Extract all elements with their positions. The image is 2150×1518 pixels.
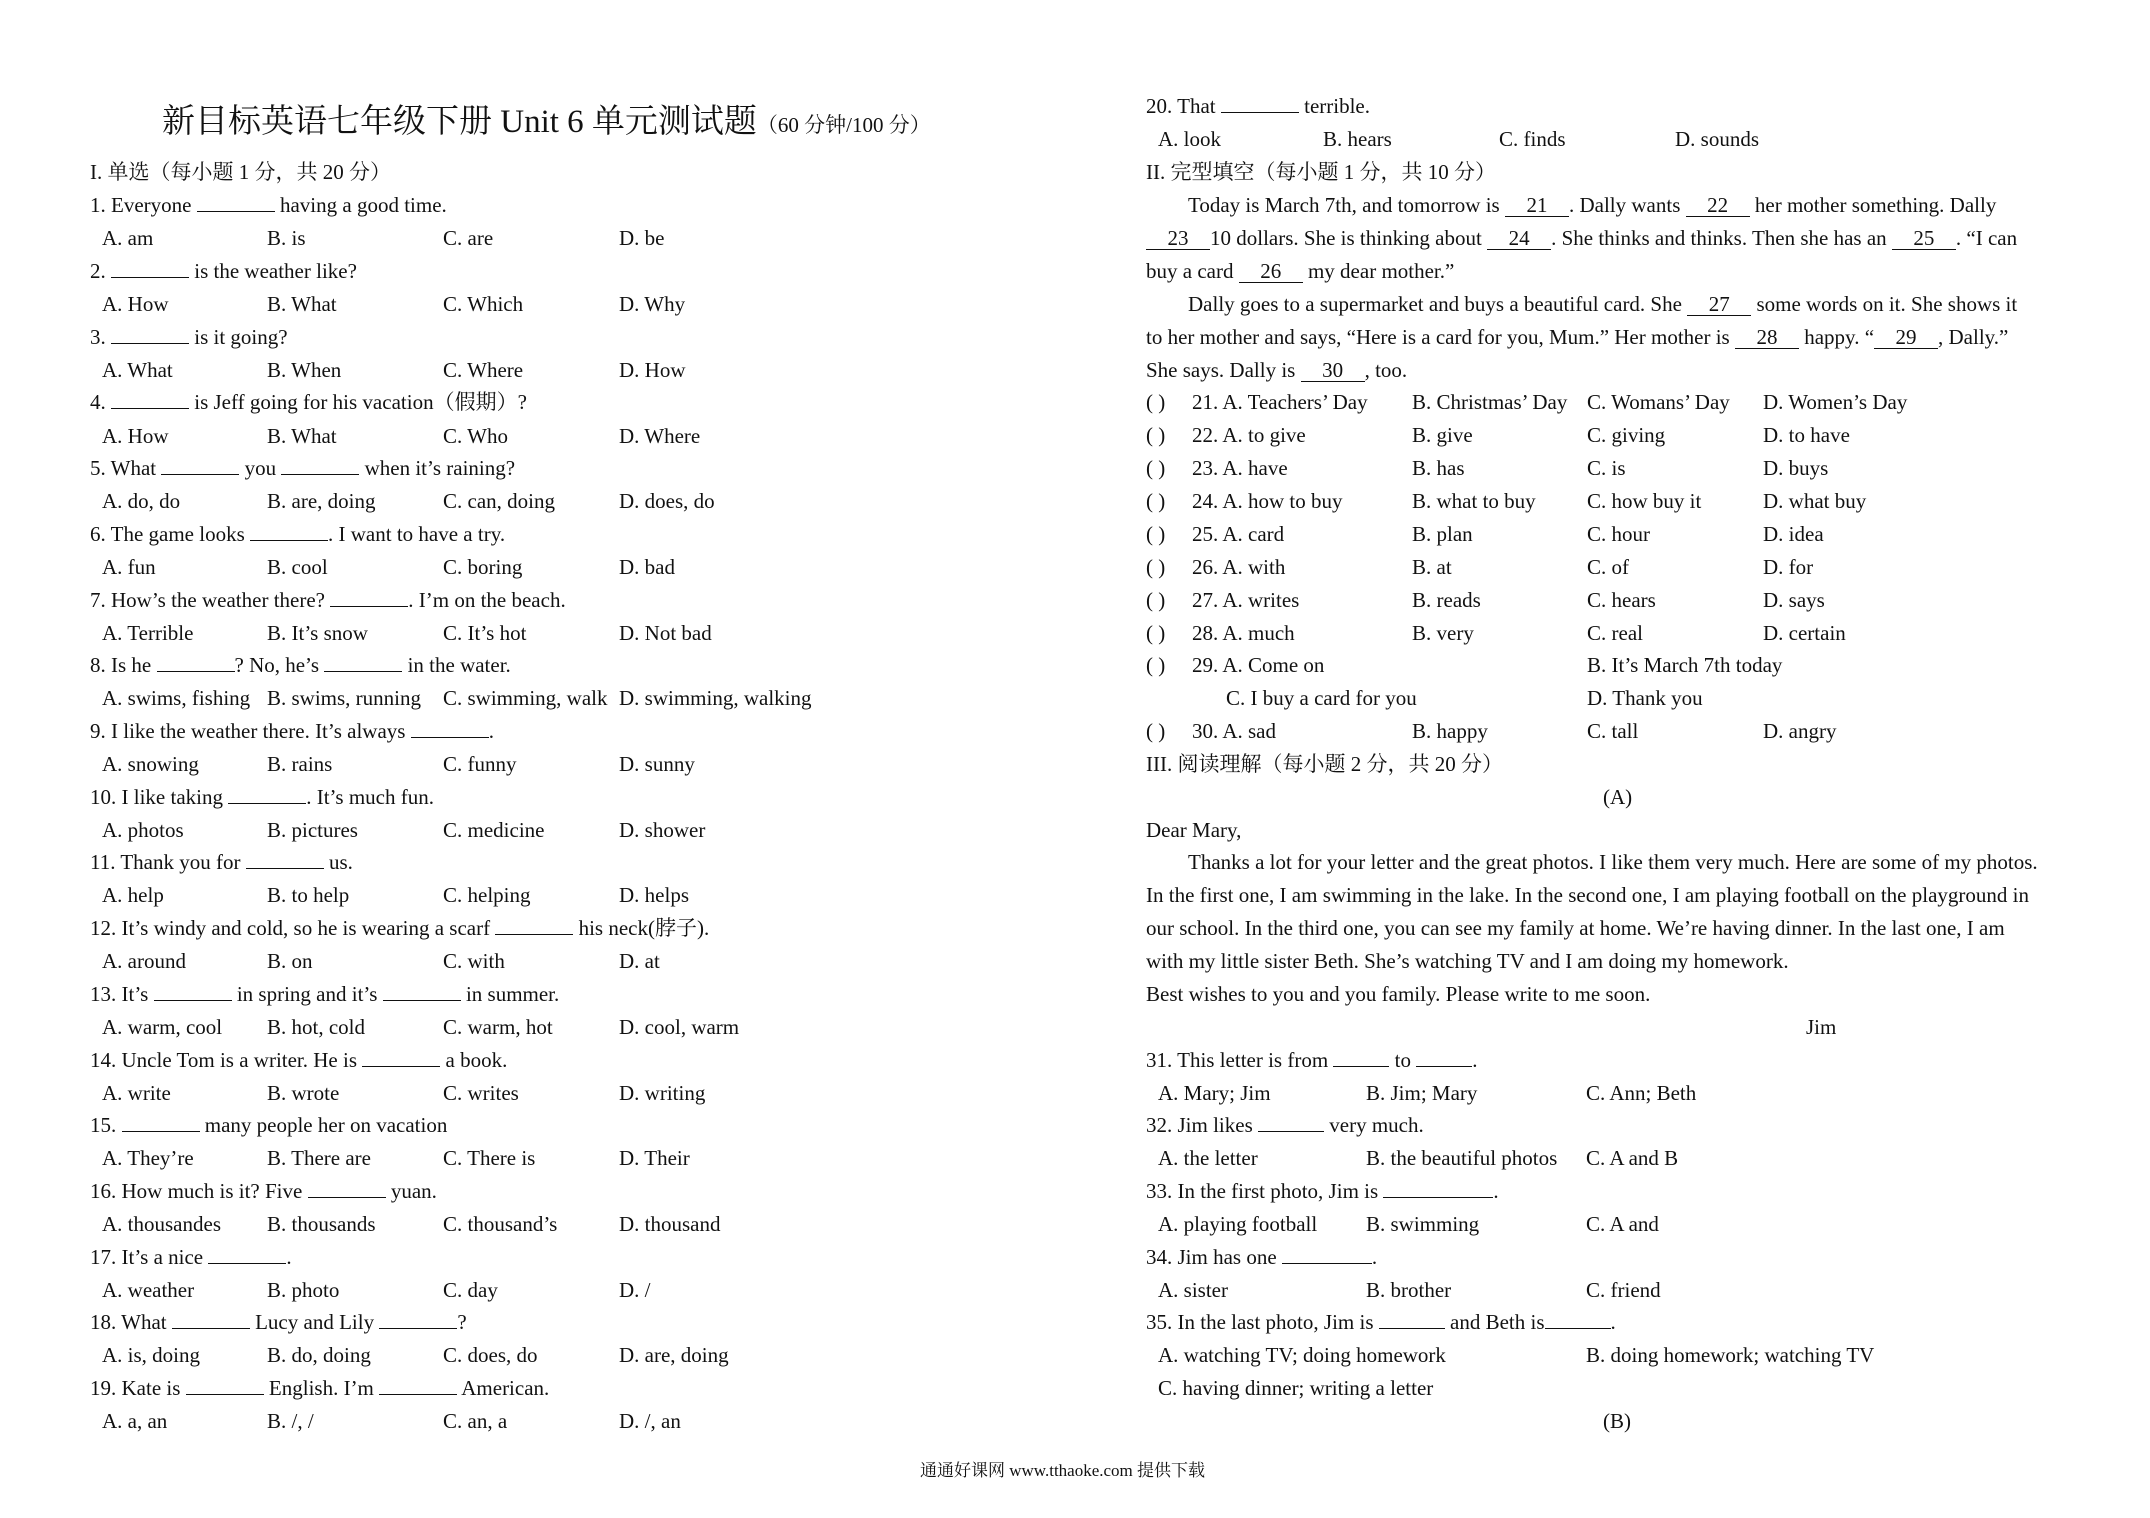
option-d: D. at — [619, 949, 660, 973]
option-a: A. warm, cool — [102, 1015, 223, 1039]
question-stem: 2. is the weather like? — [90, 259, 357, 283]
option-d: D. thousand — [619, 1212, 721, 1236]
option-b: B. are, doing — [267, 489, 376, 513]
option-a: A. weather — [102, 1278, 195, 1302]
option-a: A. am — [102, 226, 154, 250]
option-d: D. Not bad — [619, 621, 712, 645]
question-stem: 20. That terrible. — [1146, 94, 1370, 118]
option-b: B. plan — [1412, 522, 1473, 546]
option-c: C. friend — [1586, 1278, 1661, 1302]
option-b: B. hears — [1323, 127, 1392, 151]
option-d: D. for — [1763, 555, 1814, 579]
blank-23: 23 — [1146, 227, 1210, 250]
option-d: D. Women’s Day — [1763, 390, 1908, 414]
option-c: C. are — [443, 226, 494, 250]
letter-greeting: Dear Mary, — [1146, 818, 1242, 842]
option-c: B. It’s March 7th today — [1587, 653, 1783, 677]
passage-a-label: (A) — [1603, 785, 1633, 809]
page-title — [162, 102, 931, 145]
option-b: B. There are — [267, 1146, 371, 1170]
question-stem: 15. many people her on vacation — [90, 1113, 448, 1137]
option-d: D. sunny — [619, 752, 695, 776]
question-stem: 32. Jim likes very much. — [1146, 1113, 1424, 1137]
option-c: C. writes — [443, 1081, 519, 1105]
question-stem: 5. What you when it’s raining? — [90, 456, 516, 480]
question-stem: 7. How’s the weather there? . I’m on the beach. — [90, 588, 566, 612]
option-b: B. the beautiful photos — [1366, 1146, 1558, 1170]
answer-paren: ( ) — [1146, 522, 1166, 546]
option-a: A. How — [102, 424, 169, 448]
question-stem: 13. It’s in spring and it’s in summer. — [90, 982, 560, 1006]
question-stem: 17. It’s a nice . — [90, 1245, 292, 1269]
answer-paren: ( ) — [1146, 456, 1166, 480]
option-b: B. What — [267, 292, 337, 316]
option-b: B. Christmas’ Day — [1412, 390, 1568, 414]
question-stem: 18. What Lucy and Lily ? — [90, 1310, 467, 1334]
option-d: D. / — [619, 1278, 651, 1302]
question-stem: 6. The game looks . I want to have a try. — [90, 522, 506, 546]
answer-paren: ( ) — [1146, 423, 1166, 447]
question-stem: 35. In the last photo, Jim is and Beth is . — [1146, 1310, 1616, 1334]
option-a: 30. A. sad — [1192, 719, 1276, 743]
option-b: B. swimming — [1366, 1212, 1480, 1236]
option-b: B. /, / — [267, 1409, 314, 1433]
option-d: D. buys — [1763, 456, 1829, 480]
option-c: C. A and — [1586, 1212, 1659, 1236]
option-d: D. cool, warm — [619, 1015, 740, 1039]
option-a: A. write — [102, 1081, 171, 1105]
option-c: C. Which — [443, 292, 524, 316]
option-c: C. can, doing — [443, 489, 555, 513]
option-c: C. Who — [443, 424, 508, 448]
option-a: 27. A. writes — [1192, 588, 1300, 612]
answer-paren: ( ) — [1146, 621, 1166, 645]
letter-closing: Best wishes to you and you family. Please write to me soon. — [1146, 982, 1651, 1006]
option-a: A. the letter — [1158, 1146, 1258, 1170]
option-a: 26. A. with — [1192, 555, 1286, 579]
letter-line: with my little sister Beth. She’s watching TV and I am doing my homework. — [1146, 949, 1789, 973]
question-stem: 9. I like the weather there. It’s always . — [90, 719, 494, 743]
letter-line: our school. In the third one, you can see my family at home. We’re having dinner. In the last one, I am — [1146, 916, 2005, 940]
option-b: B. do, doing — [267, 1343, 371, 1367]
option-a: 28. A. much — [1192, 621, 1295, 645]
option-d: D. helps — [619, 883, 689, 907]
option-c: C. medicine — [443, 818, 545, 842]
option-a: A. How — [102, 292, 169, 316]
option-c: C. Where — [443, 358, 524, 382]
option-c: C. A and B — [1586, 1146, 1679, 1170]
option-c: C. funny — [443, 752, 517, 776]
question-stem: 4. is Jeff going for his vacation（假期）? — [90, 390, 527, 414]
option-c: C. thousand’s — [443, 1212, 558, 1236]
option-d: D. swimming, walking — [619, 686, 812, 710]
option-d: D. to have — [1763, 423, 1850, 447]
passage-b-label: (B) — [1603, 1409, 1631, 1433]
option-a: A. help — [102, 883, 164, 907]
option-b: B. swims, running — [267, 686, 422, 710]
option-d: D. Their — [619, 1146, 690, 1170]
blank-26: 26 — [1239, 260, 1303, 283]
option-a: 29. A. Come on — [1192, 653, 1325, 677]
option-a: A. Terrible — [102, 621, 194, 645]
question-stem: 33. In the first photo, Jim is . — [1146, 1179, 1499, 1203]
cloze-line: Today is March 7th, and tomorrow is 21 . Dally wants 22 her mother something. Dally — [1188, 193, 1997, 217]
option-d: D. are, doing — [619, 1343, 729, 1367]
option-a: A. sister — [1158, 1278, 1228, 1302]
option-c: C. having dinner; writing a letter — [1158, 1376, 1434, 1400]
option-a: 21. A. Teachers’ Day — [1192, 390, 1368, 414]
option-a: A. What — [102, 358, 173, 382]
option-d: D. Why — [619, 292, 686, 316]
option-a: A. do, do — [102, 489, 181, 513]
option-b: B. doing homework; watching TV — [1586, 1343, 1875, 1367]
blank-30: 30 — [1301, 359, 1365, 382]
answer-paren: ( ) — [1146, 719, 1166, 743]
question-stem: 19. Kate is English. I’m American. — [90, 1376, 550, 1400]
blank-24: 24 — [1487, 227, 1551, 250]
answer-paren: ( ) — [1146, 555, 1166, 579]
option-c: C. hears — [1587, 588, 1656, 612]
option-b: B. give — [1412, 423, 1473, 447]
question-stem: 34. Jim has one . — [1146, 1245, 1378, 1269]
question-stem: 14. Uncle Tom is a writer. He is a book. — [90, 1048, 508, 1072]
question-stem: 12. It’s windy and cold, so he is wearing a scarf his neck(脖子). — [90, 916, 710, 940]
option-d: D. How — [619, 358, 686, 382]
option-a: A. look — [1158, 127, 1221, 151]
option-b: B. happy — [1412, 719, 1488, 743]
blank-22: 22 — [1686, 194, 1750, 217]
option-a: A. a, an — [102, 1409, 168, 1433]
option-b: B. very — [1412, 621, 1474, 645]
option-c: C. warm, hot — [443, 1015, 553, 1039]
option-a: A. is, doing — [102, 1343, 201, 1367]
option-d-29: D. Thank you — [1587, 686, 1703, 710]
option-a: A. They’re — [102, 1146, 194, 1170]
blank-25: 25 — [1892, 227, 1956, 250]
letter-signature: Jim — [1806, 1015, 1837, 1039]
option-c: C. how buy it — [1587, 489, 1702, 513]
option-c: C. There is — [443, 1146, 536, 1170]
option-b: B. reads — [1412, 588, 1481, 612]
section-heading-single-choice: I. 单选（每小题 1 分，共 20 分） — [90, 160, 391, 184]
option-a: A. snowing — [102, 752, 199, 776]
question-stem: 3. is it going? — [90, 325, 288, 349]
option-c: C. Ann; Beth — [1586, 1081, 1697, 1105]
option-c: C. helping — [443, 883, 531, 907]
option-b: B. cool — [267, 555, 328, 579]
question-stem: 11. Thank you for us. — [90, 850, 353, 874]
option-d: D. writing — [619, 1081, 706, 1105]
answer-paren: ( ) — [1146, 390, 1166, 414]
option-a: A. playing football — [1158, 1212, 1318, 1236]
option-c: C. real — [1587, 621, 1643, 645]
question-stem: 10. I like taking . It’s much fun. — [90, 785, 434, 809]
option-a: A. photos — [102, 818, 184, 842]
option-c: C. an, a — [443, 1409, 508, 1433]
option-a: 23. A. have — [1192, 456, 1288, 480]
option-a: A. swims, fishing — [102, 686, 251, 710]
blank-21: 21 — [1505, 194, 1569, 217]
option-b: B. What — [267, 424, 337, 448]
option-b: B. photo — [267, 1278, 340, 1302]
answer-paren: ( ) — [1146, 653, 1166, 677]
option-a: A. watching TV; doing homework — [1158, 1343, 1446, 1367]
option-b: B. has — [1412, 456, 1465, 480]
section-heading-cloze: II. 完型填空（每小题 1 分，共 10 分） — [1146, 160, 1496, 184]
option-a: A. around — [102, 949, 186, 973]
option-b: B. When — [267, 358, 342, 382]
answer-paren: ( ) — [1146, 588, 1166, 612]
option-c: C. giving — [1587, 423, 1666, 447]
option-a: A. thousandes — [102, 1212, 221, 1236]
option-c: C. It’s hot — [443, 621, 527, 645]
option-b: B. on — [267, 949, 313, 973]
option-c: C. swimming, walk — [443, 686, 608, 710]
option-b: B. hot, cold — [267, 1015, 365, 1039]
option-d: D. bad — [619, 555, 675, 579]
cloze-line: She says. Dally is 30 , too. — [1146, 358, 1408, 382]
option-d: D. says — [1763, 588, 1825, 612]
cloze-line: to her mother and says, “Here is a card for you, Mum.” Her mother is 28 happy. “ 29 , Dally.” — [1146, 325, 2009, 349]
option-b: B. pictures — [267, 818, 358, 842]
option-b: B. to help — [267, 883, 350, 907]
footer-credit: 通通好课网 www.tthaoke.com 提供下载 — [920, 1461, 1206, 1480]
option-c: C. hour — [1587, 522, 1650, 546]
title-sub: （60 分钟/100 分） — [756, 113, 931, 137]
option-b: B. is — [267, 226, 306, 250]
option-a: A. fun — [102, 555, 156, 579]
option-b: B. thousands — [267, 1212, 376, 1236]
letter-line: In the first one, I am swimming in the lake. In the second one, I am playing football on the playground in — [1146, 883, 2029, 907]
option-d: D. angry — [1763, 719, 1837, 743]
option-d: D. certain — [1763, 621, 1846, 645]
option-c: C. day — [443, 1278, 498, 1302]
option-c: C. boring — [443, 555, 523, 579]
blank-29: 29 — [1874, 326, 1938, 349]
option-c: C. Womans’ Day — [1587, 390, 1730, 414]
question-stem: 1. Everyone having a good time. — [90, 193, 447, 217]
option-c-29: C. I buy a card for you — [1226, 686, 1417, 710]
option-d: D. /, an — [619, 1409, 681, 1433]
option-c: C. is — [1587, 456, 1626, 480]
cloze-line: Dally goes to a supermarket and buys a beautiful card. She 27 some words on it. She shows it — [1188, 292, 2018, 316]
option-b: B. Jim; Mary — [1366, 1081, 1478, 1105]
option-b: B. brother — [1366, 1278, 1452, 1302]
blank-27: 27 — [1687, 293, 1751, 316]
option-b: B. wrote — [267, 1081, 340, 1105]
question-stem: 31. This letter is from to . — [1146, 1048, 1478, 1072]
option-d: D. shower — [619, 818, 706, 842]
option-b: B. at — [1412, 555, 1452, 579]
option-a: A. Mary; Jim — [1158, 1081, 1271, 1105]
section-heading-reading: III. 阅读理解（每小题 2 分，共 20 分） — [1146, 752, 1503, 776]
option-d: D. idea — [1763, 522, 1824, 546]
option-d: D. what buy — [1763, 489, 1867, 513]
option-a: 22. A. to give — [1192, 423, 1306, 447]
blank-28: 28 — [1735, 326, 1799, 349]
question-stem: 16. How much is it? Five yuan. — [90, 1179, 437, 1203]
option-a: 25. A. card — [1192, 522, 1285, 546]
option-d: D. be — [619, 226, 665, 250]
letter-line: Thanks a lot for your letter and the great photos. I like them very much. Here are some of my photos. — [1188, 850, 2038, 874]
option-c: C. tall — [1587, 719, 1639, 743]
option-c: C. does, do — [443, 1343, 538, 1367]
option-c: C. of — [1587, 555, 1629, 579]
question-stem: 8. Is he ? No, he’s in the water. — [90, 653, 511, 677]
option-d: D. Where — [619, 424, 701, 448]
option-b: B. rains — [267, 752, 333, 776]
option-d: D. does, do — [619, 489, 715, 513]
cloze-line: buy a card 26 my dear mother.” — [1146, 259, 1455, 283]
option-d: D. sounds — [1675, 127, 1760, 151]
cloze-line: 23 10 dollars. She is thinking about 24 . She thinks and thinks. Then she has an 25 . “I can — [1146, 225, 2017, 251]
answer-paren: ( ) — [1146, 489, 1166, 513]
option-c: C. with — [443, 949, 505, 973]
title-main: 新目标英语七年级下册 Unit 6 单元测试题 — [162, 104, 757, 140]
option-a: 24. A. how to buy — [1192, 489, 1343, 513]
option-b: B. It’s snow — [267, 621, 368, 645]
option-c: C. finds — [1499, 127, 1566, 151]
option-b: B. what to buy — [1412, 489, 1536, 513]
